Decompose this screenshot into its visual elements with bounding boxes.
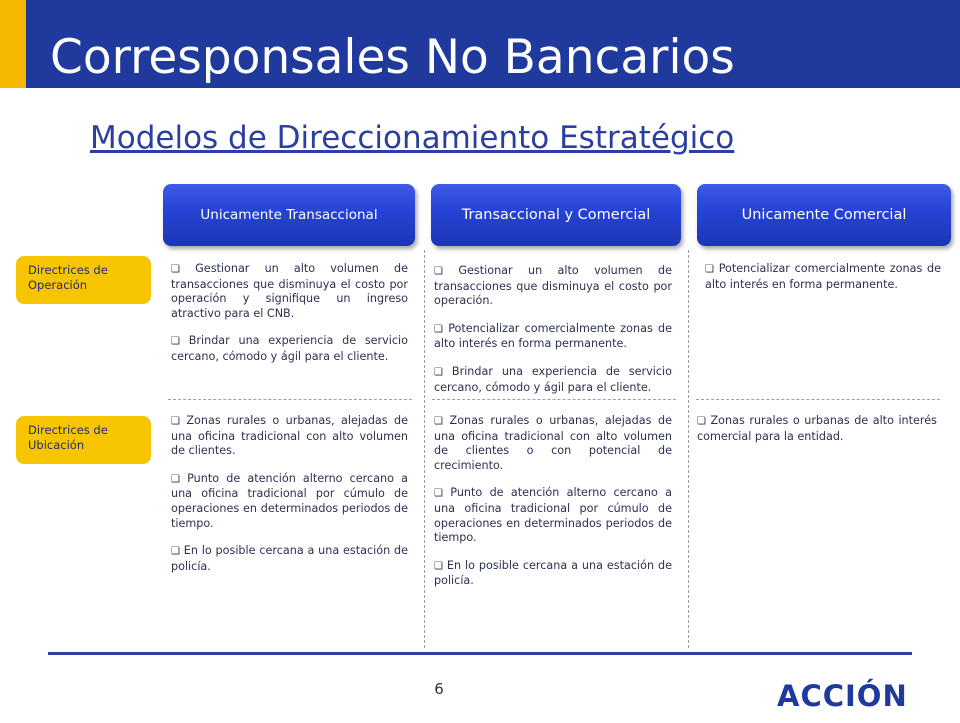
checkbox-bullet-icon: ❏	[171, 264, 180, 275]
checkbox-bullet-icon: ❏	[171, 546, 180, 558]
cell-op-comercial	[705, 262, 941, 305]
cell-ub-transaccional-comercial	[434, 414, 672, 602]
checkbox-bullet-icon: ❏	[434, 323, 443, 335]
footer-rule	[48, 652, 912, 655]
column-header-transaccional-comercial: Transaccional y Comercial	[431, 184, 681, 246]
checkbox-bullet-icon: ❏	[705, 264, 714, 275]
column-header-comercial: Unicamente Comercial	[697, 184, 951, 246]
checkbox-bullet-icon: ❏	[434, 366, 443, 378]
list-item: ❏ En lo posible cercana a una estación de policía.	[434, 558, 672, 588]
checkbox-bullet-icon: ❏	[697, 416, 706, 427]
checkbox-bullet-icon: ❏	[434, 266, 443, 277]
row-label-operacion: Directrices de Operación	[16, 256, 151, 304]
list-item: ❏ Zonas rurales o urbanas de alto interés comercial para la entidad.	[697, 414, 937, 443]
accion-logo	[775, 676, 915, 716]
subtitle-link[interactable]: Modelos de Direccionamiento Estratégico	[90, 120, 735, 156]
row-divider	[696, 399, 940, 400]
list-item: ❏ Punto de atención alterno cercano a una oficina tradicional por cúmulo de operaciones en determinados periodos de tiempo.	[434, 486, 672, 545]
list-item: ❏ Potencializar comercialmente zonas de alto interés en forma permanente.	[705, 262, 941, 291]
checkbox-bullet-icon: ❏	[171, 416, 180, 427]
list-item: ❏ Potencializar comercialmente zonas de alto interés en forma permanente.	[434, 321, 672, 351]
row-label-ubicacion: Directrices de Ubicación	[16, 416, 151, 464]
row-divider	[168, 399, 412, 400]
logo-text: ACCIÓN	[777, 679, 908, 713]
list-item: ❏ Punto de atención alterno cercano a una oficina tradicional por cúmulo de operaciones en determinados periodos de tiempo.	[171, 471, 408, 530]
checkbox-bullet-icon: ❏	[171, 473, 180, 485]
title-accent-stripe	[0, 0, 26, 88]
list-item: ❏ Gestionar un alto volumen de transacciones que disminuya el costo por operación.	[434, 264, 672, 308]
cell-ub-transaccional	[171, 414, 408, 587]
column-divider	[424, 250, 425, 648]
list-item: ❏ Gestionar un alto volumen de transacciones que disminuya el costo por operación y signifique un ingreso atractivo para el CNB.	[171, 262, 408, 320]
checkbox-bullet-icon: ❏	[434, 560, 443, 572]
page-title: Corresponsales No Bancarios	[50, 30, 735, 85]
list-item: ❏ Zonas rurales o urbanas, alejadas de una oficina tradicional con alto volumen de clientes.	[171, 414, 409, 458]
accion-logo-icon	[775, 676, 915, 716]
checkbox-bullet-icon: ❏	[171, 336, 180, 348]
column-divider	[688, 250, 689, 648]
page-number: 6	[434, 680, 444, 698]
checkbox-bullet-icon: ❏	[434, 488, 443, 500]
cell-ub-comercial	[697, 414, 937, 457]
checkbox-bullet-icon: ❏	[434, 416, 443, 427]
cell-op-transaccional	[171, 262, 408, 378]
cell-op-transaccional-comercial	[434, 264, 672, 408]
list-item: ❏ En lo posible cercana a una estación de policía.	[171, 544, 408, 573]
list-item: ❏ Brindar una experiencia de servicio cercano, cómodo y ágil para el cliente.	[171, 334, 408, 363]
list-item: ❏ Zonas rurales o urbanas, alejadas de una oficina tradicional con alto volumen de clientes o con potencial de crecimiento.	[434, 414, 672, 472]
list-item: ❏ Brindar una experiencia de servicio cercano, cómodo y ágil para el cliente.	[434, 364, 672, 394]
column-header-transaccional: Unicamente Transaccional	[163, 184, 415, 246]
